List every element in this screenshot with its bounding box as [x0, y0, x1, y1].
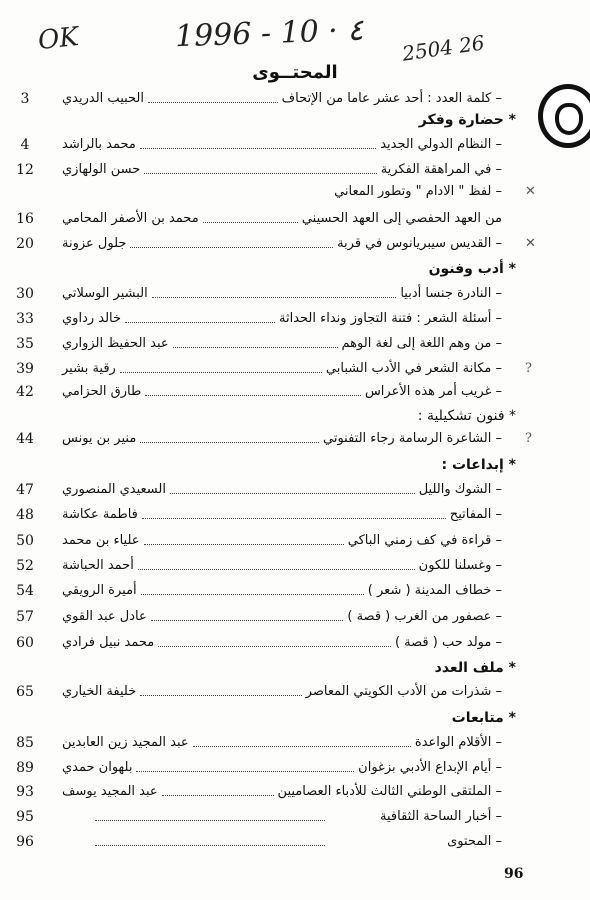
leader-dots [130, 247, 333, 248]
leader-dots [140, 148, 376, 149]
stamp-number: 2504 26 [400, 30, 486, 66]
entry-page-number: 30 [16, 286, 34, 302]
leader-dots [136, 771, 354, 772]
entry-author: محمد بن الأصفر المحامي [62, 211, 199, 226]
entry-author: رقية بشير [62, 361, 116, 376]
handwritten-ok: OK [36, 21, 81, 57]
entry-title: – المفاتيح [449, 507, 502, 522]
entry-title: – مولد حب ( قصة ) [394, 635, 502, 650]
entry-page-number: 93 [16, 784, 34, 800]
toc-entry [0, 208, 590, 230]
entry-title: – من وهم اللغة إلى لغة الوهم [341, 336, 502, 351]
entry-author: علياء بن محمد [62, 533, 140, 548]
toc-entry [0, 681, 590, 703]
entry-title: من العهد الحفصي إلى العهد الحسيني [301, 211, 502, 226]
toc-entry [0, 831, 590, 853]
toc-entry [0, 580, 590, 602]
entry-author: خليفة الخياري [62, 684, 137, 699]
leader-dots [120, 372, 322, 373]
entry-title: – شذرات من الأدب الكويتي المعاصر [305, 684, 502, 699]
toc-entry [0, 333, 590, 355]
entry-title: – كلمة العدد : أحد عشر عاما من الإتحاف [281, 91, 502, 106]
entry-author: محمد نبيل فرادي [62, 635, 155, 650]
section-heading-row [0, 405, 590, 427]
entry-author: عادل عبد القوي [62, 609, 147, 624]
section-heading: * حضارة وفكر [418, 112, 516, 128]
entry-title: – أيام الإبداع الأدبي بزغوان [358, 760, 502, 775]
toc-entry [0, 632, 590, 654]
toc-entry [0, 134, 590, 156]
leader-dots [162, 795, 274, 796]
toc-entry [0, 757, 590, 779]
handwritten-x-mark: ✕ [525, 236, 536, 251]
entry-title: – أخبار الساحة الثقافية [380, 809, 502, 824]
section-heading-row [0, 454, 590, 476]
entry-author: محمد بالراشد [62, 137, 136, 152]
entry-page-number: 60 [16, 635, 34, 651]
entry-title: – أسئلة الشعر : فتنة التجاوز ونداء الحداثة [279, 311, 502, 326]
entry-author: جلول عزونة [62, 236, 127, 251]
entry-page-number: 12 [16, 162, 34, 178]
entry-author: البشير الوسلاتي [62, 286, 148, 301]
entry-author: طارق الحزامي [62, 384, 142, 399]
toc-entry [0, 381, 590, 403]
footer-page-number: 96 [504, 866, 524, 882]
section-heading-row [0, 109, 590, 131]
toc-entry [0, 479, 590, 501]
entry-author: خالد رداوي [62, 311, 122, 326]
section-heading: * متابعات [451, 710, 516, 726]
entry-title: – الأقلام الواعدة [414, 735, 502, 750]
leader-dots [144, 544, 344, 545]
section-heading: * أدب وفنون [428, 261, 516, 277]
entry-title: – المحتوى [447, 834, 502, 849]
entry-page-number: 3 [20, 91, 30, 107]
entry-title: – وغسلنا للكون [418, 558, 502, 573]
handwritten-date: 1996 - 10 · ٤ [174, 12, 365, 55]
entry-page-number: 65 [16, 684, 34, 700]
leader-dots [140, 695, 301, 696]
entry-page-number: 47 [16, 482, 34, 498]
toc-entry [0, 233, 590, 255]
entry-title: – عصفور من الغرب ( قصة ) [347, 609, 502, 624]
entry-title: – غريب أمر هذه الأعراس [364, 384, 502, 399]
toc-entry [0, 308, 590, 330]
leader-dots [138, 569, 415, 570]
entry-page-number: 16 [16, 211, 34, 227]
toc-entry [0, 283, 590, 305]
entry-page-number: 35 [16, 336, 34, 352]
entry-page-number: 48 [16, 507, 34, 523]
toc-entry [0, 88, 590, 110]
entry-title: – مكانة الشعر في الأدب الشبابي [325, 361, 502, 376]
entry-title: – النظام الدولي الجديد [380, 137, 502, 152]
section-heading: * ملف العدد [434, 660, 516, 676]
leader-dots [141, 594, 364, 595]
section-heading: * إبداعات : [441, 457, 516, 473]
leader-dots [152, 297, 397, 298]
entry-title: – الشاعرة الرسامة رجاء التفنوتي [323, 431, 502, 446]
entry-author: السعيدي المنصوري [62, 482, 166, 497]
entry-title: – قراءة في كف زمني الباكي [347, 533, 502, 548]
toc-entry [0, 530, 590, 552]
entry-author: أحمد الحباشة [62, 558, 134, 573]
entry-page-number: 44 [16, 431, 34, 447]
entry-author: فاطمة عكاشة [62, 507, 138, 522]
entry-title: – القديس سيبريانوس في قربة [337, 236, 502, 251]
section-heading-row [0, 258, 590, 280]
entry-page-number: 33 [16, 311, 34, 327]
section-heading-row [0, 707, 590, 729]
entry-author: حسن الولهازي [62, 162, 141, 177]
entry-title: – في المراهقة الفكرية [380, 162, 502, 177]
leader-dots [170, 493, 415, 494]
leader-dots [148, 102, 278, 103]
leader-dots [95, 845, 325, 846]
entry-page-number: 4 [20, 137, 30, 153]
leader-dots [95, 820, 325, 821]
toc-entry [0, 732, 590, 754]
entry-page-number: 96 [16, 834, 34, 850]
leader-dots [158, 646, 391, 647]
entry-author: منير بن يونس [62, 431, 137, 446]
toc-entry [0, 358, 590, 380]
entry-author: عبد المجيد زين العابدين [62, 735, 189, 750]
entry-author: الحبيب الدريدي [62, 91, 144, 106]
entry-page-number: 50 [16, 533, 34, 549]
toc-entry [0, 159, 590, 181]
entry-title: – الملتقى الوطني الثالث للأدباء العصاميين [277, 784, 502, 799]
toc-entry [0, 428, 590, 450]
leader-dots [193, 746, 411, 747]
entry-page-number: 42 [16, 384, 34, 400]
leader-dots [203, 222, 298, 223]
handwritten-question-mark: ? [525, 361, 532, 376]
entry-page-number: 57 [16, 609, 34, 625]
entry-author: عبد المجيد يوسف [62, 784, 158, 799]
entry-title: – النادرة جنسا أدبيا [400, 286, 502, 301]
section-heading-row [0, 657, 590, 679]
page-title: المحتــوى [252, 62, 338, 83]
leader-dots [142, 518, 446, 519]
leader-dots [173, 347, 338, 348]
entry-page-number: 52 [16, 558, 34, 574]
toc-entry [0, 181, 590, 203]
entry-page-number: 20 [16, 236, 34, 252]
leader-dots [145, 395, 361, 396]
handwritten-x-mark: ✕ [525, 184, 536, 199]
toc-entry [0, 781, 590, 803]
entry-author: بلهوان حمدي [62, 760, 133, 775]
entry-author: عبد الحفيظ الزواري [62, 336, 169, 351]
entry-page-number: 95 [16, 809, 34, 825]
entry-title: – لفظ " الادام " وتطور المعاني [334, 184, 502, 199]
section-heading: * فنون تشكيلية : [417, 408, 516, 424]
leader-dots [125, 322, 275, 323]
entry-page-number: 89 [16, 760, 34, 776]
toc-entry [0, 504, 590, 526]
entry-page-number: 85 [16, 735, 34, 751]
entry-author: أميرة الرويقي [62, 583, 137, 598]
entry-page-number: 54 [16, 583, 34, 599]
toc-entry [0, 806, 590, 828]
leader-dots [140, 442, 319, 443]
toc-entry [0, 606, 590, 628]
entry-page-number: 39 [16, 361, 34, 377]
leader-dots [144, 173, 376, 174]
entry-title: – خطاف المدينة ( شعر ) [367, 583, 502, 598]
entry-title: – الشوك والليل [418, 482, 502, 497]
leader-dots [151, 620, 344, 621]
toc-entry [0, 555, 590, 577]
handwritten-question-mark: ? [525, 431, 532, 446]
